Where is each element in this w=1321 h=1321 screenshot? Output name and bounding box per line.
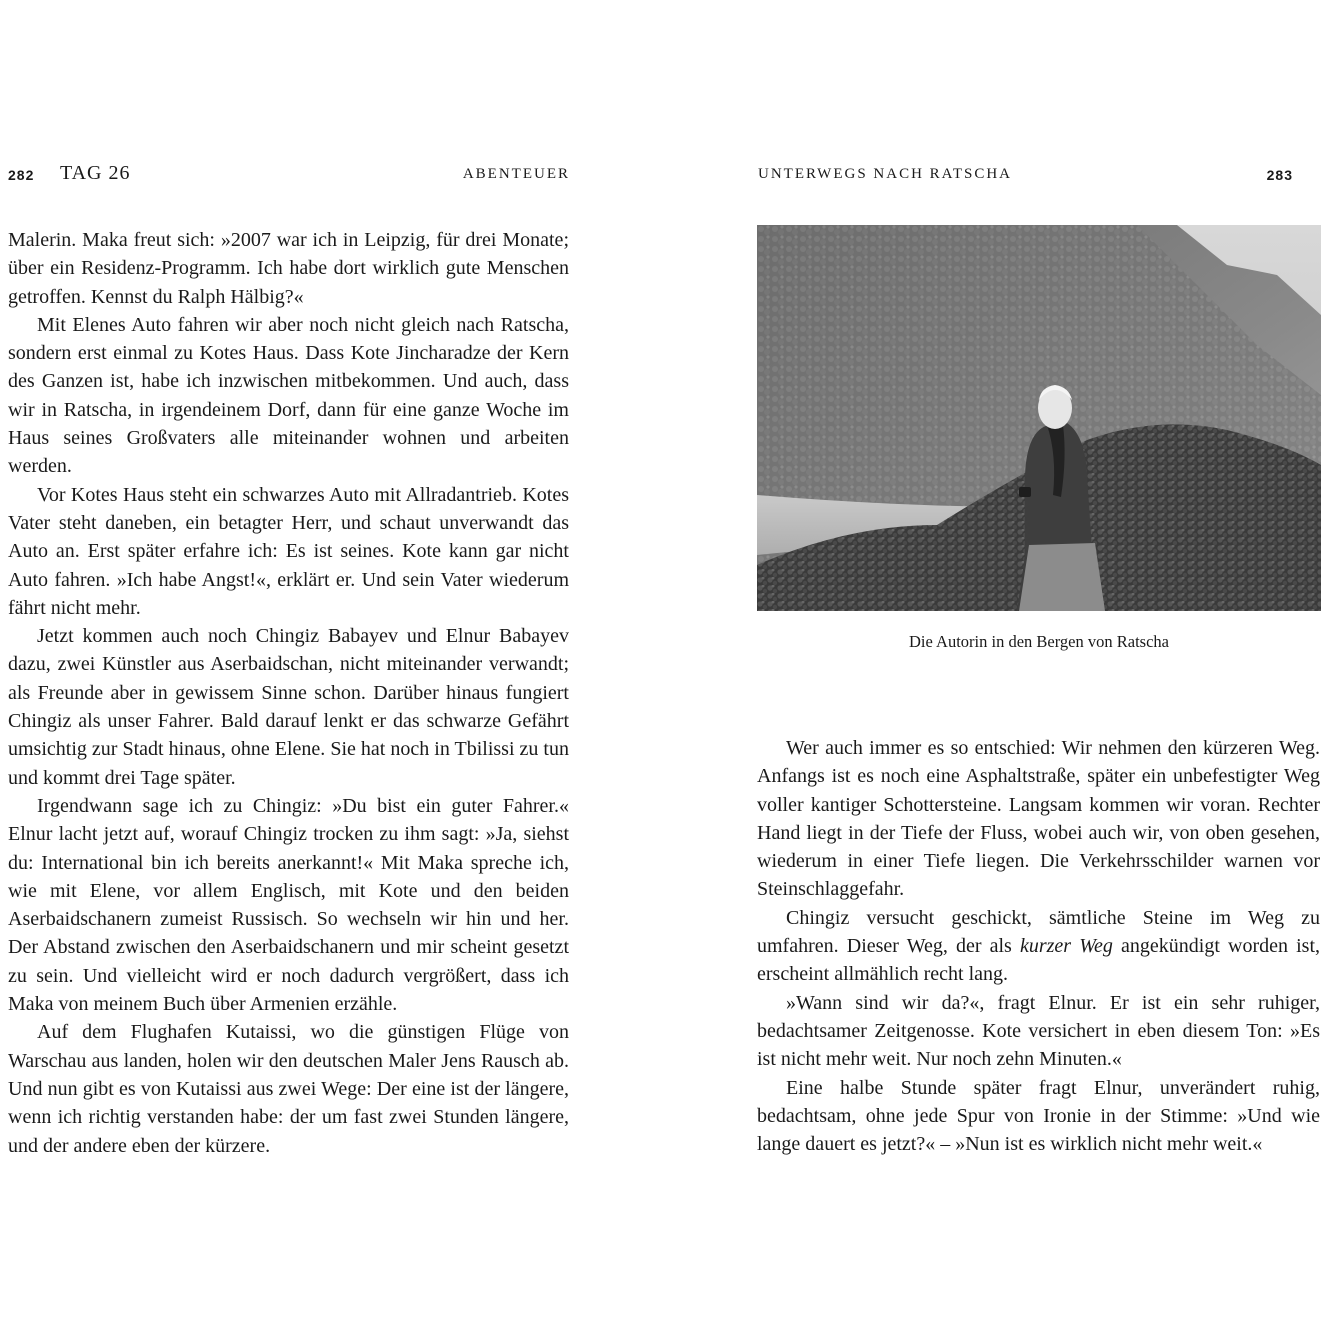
paragraph: [757, 904, 1320, 989]
paragraph: [757, 1074, 1320, 1159]
left-page: [0, 0, 660, 1321]
paragraph: Malerin. Maka freut sich: »2007 war ich in Leipzig, für drei Monate; über ein Residenz-Programm. Ich habe dort wirklich gute Menschen getroffen. Kennst du Ralph Hälbig?«: [8, 229, 569, 308]
right-page-header: [660, 166, 1321, 190]
paragraph-text: »Wann sind wir da?«, fragt Elnur. Er ist ein sehr ruhiger, bedachtsamer Zeitgenosse. Kote versichert in eben diesem Ton: »Es ist nicht mehr weit. Nur noch zehn Minuten.«: [757, 991, 1320, 1071]
paragraph: Auf dem Flughafen Kutaissi, wo die günstigen Flüge von Warschau aus landen, holen wir den deutschen Maler Jens Rausch ab. Und nun gibt es von Kutaissi aus zwei Wege: Der eine ist der längere, wenn ich richtig verstanden habe: der um fast zwei Stunden längere, und der andere eben der kürzere.: [8, 1021, 569, 1157]
paragraph: [757, 734, 1320, 904]
paragraph: Jetzt kommen auch noch Chingiz Babayev und Elnur Babayev dazu, zwei Künstler aus Aserbaidschan, nicht miteinander verwandt; als Freunde aber in gewissem Sinne schon. Darüber hinaus fungiert Chingiz als unser Fahrer. Bald darauf lenkt er das schwarze Gefährt umsichtig zur Stadt hinaus, ohne Elene. Sie hat noch in Tbilissi zu tun und kommt drei Tage später.: [8, 625, 569, 789]
paragraph: Irgendwann sage ich zu Chingiz: »Du bist ein guter Fahrer.« Elnur lacht jetzt auf, worauf Chingiz trocken zu ihm sagt: »Ja, siehst du: International bin ich bereits anerkannt!« Mit Maka spreche ich, wie mit Elene, vor allem Englisch, mit Kote und den beiden Aserbaidschanern zumeist Russisch. So wechseln wir hin und her. Der Abstand zwischen den Aserbaidschanern und mir scheint gesetzt zu sein. Und vielleicht wird er noch dadurch vergrößert, dass ich Maka von meinem Buch über Armenien erzähle.: [8, 794, 569, 1016]
paragraph-italic-text: kurzer Weg: [1019, 935, 1113, 958]
photo-caption: Die Autorin in den Bergen von Ratscha: [909, 632, 1169, 651]
running-head: UNTERWEGS NACH RATSCHA: [758, 166, 1013, 182]
paragraph-text: angekündigt worden ist, erscheint allmählich recht lang.: [757, 935, 1321, 986]
paragraph: Mit Elenes Auto fahren wir aber noch nicht gleich nach Ratscha, sondern erst einmal zu Kotes Haus. Dass Kote Jincharadze der Kern des Ganzen ist, habe ich inzwischen mitbekommen. Und auch, dass wir in Ratscha, in irgendeinem Dorf, dann für eine ganze Woche im Haus seines Großvaters alle miteinander wohnen und arbeiten werden.: [8, 313, 569, 478]
left-body-text: [8, 226, 569, 1160]
running-head: ABENTEUER: [462, 166, 570, 182]
photo-illustration: [757, 225, 1321, 611]
right-page: [660, 0, 1321, 1321]
chapter-title: TAG 26: [60, 162, 131, 184]
page-number: 283: [1266, 167, 1293, 183]
right-body-text: [757, 734, 1320, 1158]
paragraph-text: Chingiz versucht geschickt, sämtliche Steine im Weg zu umfahren. Dieser Weg, der als: [757, 906, 1320, 958]
paragraph: [757, 989, 1320, 1074]
paragraph: Vor Kotes Haus steht ein schwarzes Auto mit Allradantrieb. Kotes Vater steht daneben, ein betagter Herr, und schaut unverwandt das Auto an. Erst später erfahre ich: Es ist seines. Kote kann gar nicht Auto fahren. »Ich habe Angst!«, erklärt er. Und sein Vater wiederum fährt nicht mehr.: [8, 483, 569, 619]
paragraph-text: Wer auch immer es so entschied: Wir nehmen den kürzeren Weg. Anfangs ist es noch eine Asphaltstraße, später ein unbefestigter Weg voller kantiger Schottersteine. Langsam kommen wir voran. Rechter Hand liegt in der Tiefe der Fluss, wobei auch wir, von oben gesehen, wiederum in einer Tiefe liegen. Die Verkehrsschilder warnen vor Steinschlaggefahr.: [757, 737, 1320, 901]
mountain-photo: [757, 225, 1321, 611]
left-page-header: [0, 162, 660, 190]
page-number: 282: [8, 167, 35, 183]
paragraph-text: Eine halbe Stunde später fragt Elnur, unverändert ruhig, bedachtsam, ohne jede Spur von Ironie in der Stimme: »Und wie lange dauert es jetzt?« – »Nun ist es wirklich nicht mehr weit.«: [757, 1076, 1320, 1156]
